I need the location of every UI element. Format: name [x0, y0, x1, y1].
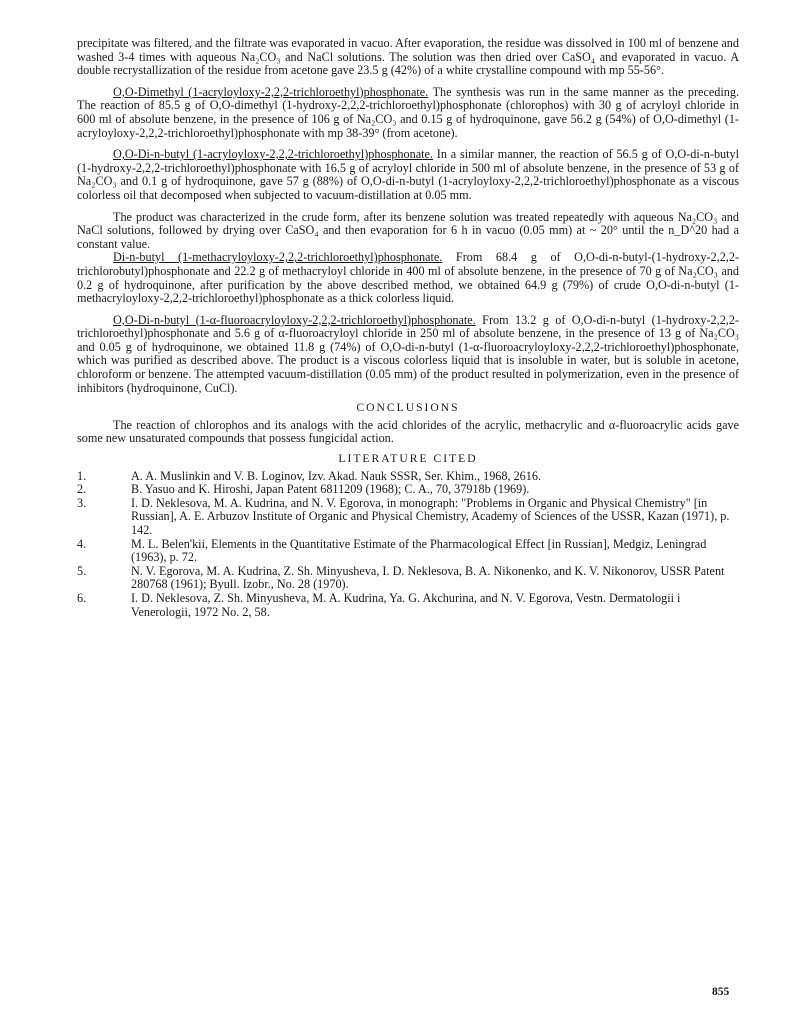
compound-title: Di-n-butyl (1-methacryloyloxy-2,2,2-trichloroethyl)phosphonate.	[113, 250, 443, 265]
compound-title: O,O-Di-n-butyl (1-α-fluoroacryloyloxy-2,2,2-trichloroethyl)phosphonate.	[113, 312, 476, 327]
compound-title: O,O-Di-n-butyl (1-acryloyloxy-2,2,2-trichloroethyl)phosphonate.	[113, 147, 433, 162]
reference-item: 5. N. V. Egorova, M. A. Kudrina, Z. Sh. Minyusheva, I. D. Neklesova, B. A. Nikonenko, and K. V. Nikonorov, USSR Patent 280768 (1961); Byull. Izobr., No. 28 (1970).	[77, 563, 725, 592]
literature-cited-heading: LITERATURE CITED	[338, 452, 478, 466]
paragraph-dibutyl-methacryloyloxy: Di-n-butyl (1-methacryloyloxy-2,2,2-trichloroethyl)phosphonate. From 68.4 g of O,O-di-n-butyl-(1-hydroxy-2,2,2-trichlorobutyl)phosphonate and 22.2 g of methacryloyl chloride in 400 ml of absolute benzene, in the presence of 70 g of Na₂CO₃ and 0.2 g of hydroquinone, after purification by the above described method, we obtained 64.9 g (79%) of crude O,O-di-n-butyl (1-methacryloyloxy-2,2,2-trichloroethyl)phosphonate as a thick colorless liquid.	[77, 250, 740, 306]
reference-item: 3. I. D. Neklesova, M. A. Kudrina, and N. V. Egorova, in monograph: "Problems in Organic and Physical Chemistry" [in Russian], A. E. Arbuzov Institute of Organic and Physical Chemistry, Academy of Sciences of the USSR, Kazan (1971), p. 142.	[77, 495, 730, 537]
intro-paragraph: precipitate was filtered, and the filtrate was evaporated in vacuo. After evaporation, the residue was dissolved in 100 ml of benzene and washed 3-4 times with aqueous Na₂CO₃ and NaCl solutions. The solution was then dried over CaSO₄ and evaporated in vacuo. A double recrystallization of the residue from acetone gave 23.5 g (42%) of a white crystalline compound with mp 55-56°.	[77, 36, 739, 78]
page-number: 855	[712, 986, 730, 998]
paragraph-product-characterization: The product was characterized in the crude form, after its benzene solution was treated repeatedly with aqueous Na₂CO₃ and NaCl solutions, followed by drying over CaSO₄ and then evaporation for 6 h in vacuo (0.05 mm) at ~ 20° until the n_D^20 had a constant value.	[77, 209, 739, 251]
conclusions-paragraph: The reaction of chlorophos and its analogs with the acid chlorides of the acrylic, methacrylic and α-fluoroacrylic acids gave some new unsaturated compounds that possess fungicidal action.	[77, 417, 739, 446]
reference-item: 1. A. A. Muslinkin and V. B. Loginov, Izv. Akad. Nauk SSSR, Ser. Khim., 1968, 2616.	[77, 468, 541, 483]
reference-item: 4. M. L. Belen'kii, Elements in the Quantitative Estimate of the Pharmacological Effect [in Russian], Medgiz, Leningrad (1963), p. 72.	[77, 536, 707, 565]
reference-item: 2. B. Yasuo and K. Hiroshi, Japan Patent 6811209 (1968); C. A., 70, 37918b (1969).	[77, 482, 530, 497]
paragraph-dibutyl-fluoroacryloyloxy: O,O-Di-n-butyl (1-α-fluoroacryloyloxy-2,2,2-trichloroethyl)phosphonate. From 13.2 g of O,O-di-n-butyl (1-hydroxy-2,2,2-trichloroethyl)phosphonate and 5.6 g of α-fluoroacryloyl chloride in 250 ml of absolute benzene, in the presence of 13 g of Na₂CO₃ and 0.05 g of hydroquinone, we obtained 11.8 g (74%) of O,O-di-n-butyl (1-α-fluoroacryloyloxy-2,2,2-trichloroethyl)phosphonate, which was purified as described above. The product is a viscous colorless liquid that is insoluble in water, but is soluble in acetone, chloroform or benzene. The attempted vacuum-distillation (0.05 mm) of the product resulted in polymerization, even in the presence of inhibitors (hydroquinone, CuCl).	[77, 312, 739, 395]
conclusions-heading: CONCLUSIONS	[356, 401, 460, 415]
reference-item: 6. I. D. Neklesova, Z. Sh. Minyusheva, M. A. Kudrina, Ya. G. Akchurina, and N. V. Egorova, Vestn. Dermatologii i Venerologii, 1972 No. 2, 58.	[77, 590, 681, 619]
paragraph-dibutyl-acryloyloxy: O,O-Di-n-butyl (1-acryloyloxy-2,2,2-trichloroethyl)phosphonate. In a similar manner, the reaction of 56.5 g of O,O-di-n-butyl (1-hydroxy-2,2,2-trichloroethyl)phosphonate with 16.5 g of acryloyl chloride in 500 ml of absolute benzene, in the presence of 53 g of Na₂CO₃ and 0.1 g of hydroquinone, gave 57 g (88%) of O,O-di-n-butyl (1-acryloyloxy-2,2,2-trichloroethyl)phosphonate as a viscous colorless oil that decomposed when subjected to vacuum-distillation at 0.05 mm.	[77, 147, 740, 202]
reference-list	[77, 470, 739, 620]
paragraph-dimethyl-acryloyloxy: O,O-Dimethyl (1-acryloyloxy-2,2,2-trichloroethyl)phosphonate. The synthesis was run in the same manner as the preceding. The reaction of 85.5 g of O,O-dimethyl (1-hydroxy-2,2,2-trichloroethyl)phosphonate (chlorophos) with 30 g of acryloyl chloride in 600 ml of absolute benzene, in the presence of 106 g of Na₂CO₃ and 0.15 g of hydroquinone, gave 56.2 g (54%) of O,O-dimethyl (1-acryloyloxy-2,2,2-trichloroethyl)phosphonate with mp 38-39° (from acetone).	[77, 84, 739, 140]
text-column	[77, 37, 739, 619]
compound-title: O,O-Dimethyl (1-acryloyloxy-2,2,2-trichloroethyl)phosphonate.	[113, 84, 429, 99]
